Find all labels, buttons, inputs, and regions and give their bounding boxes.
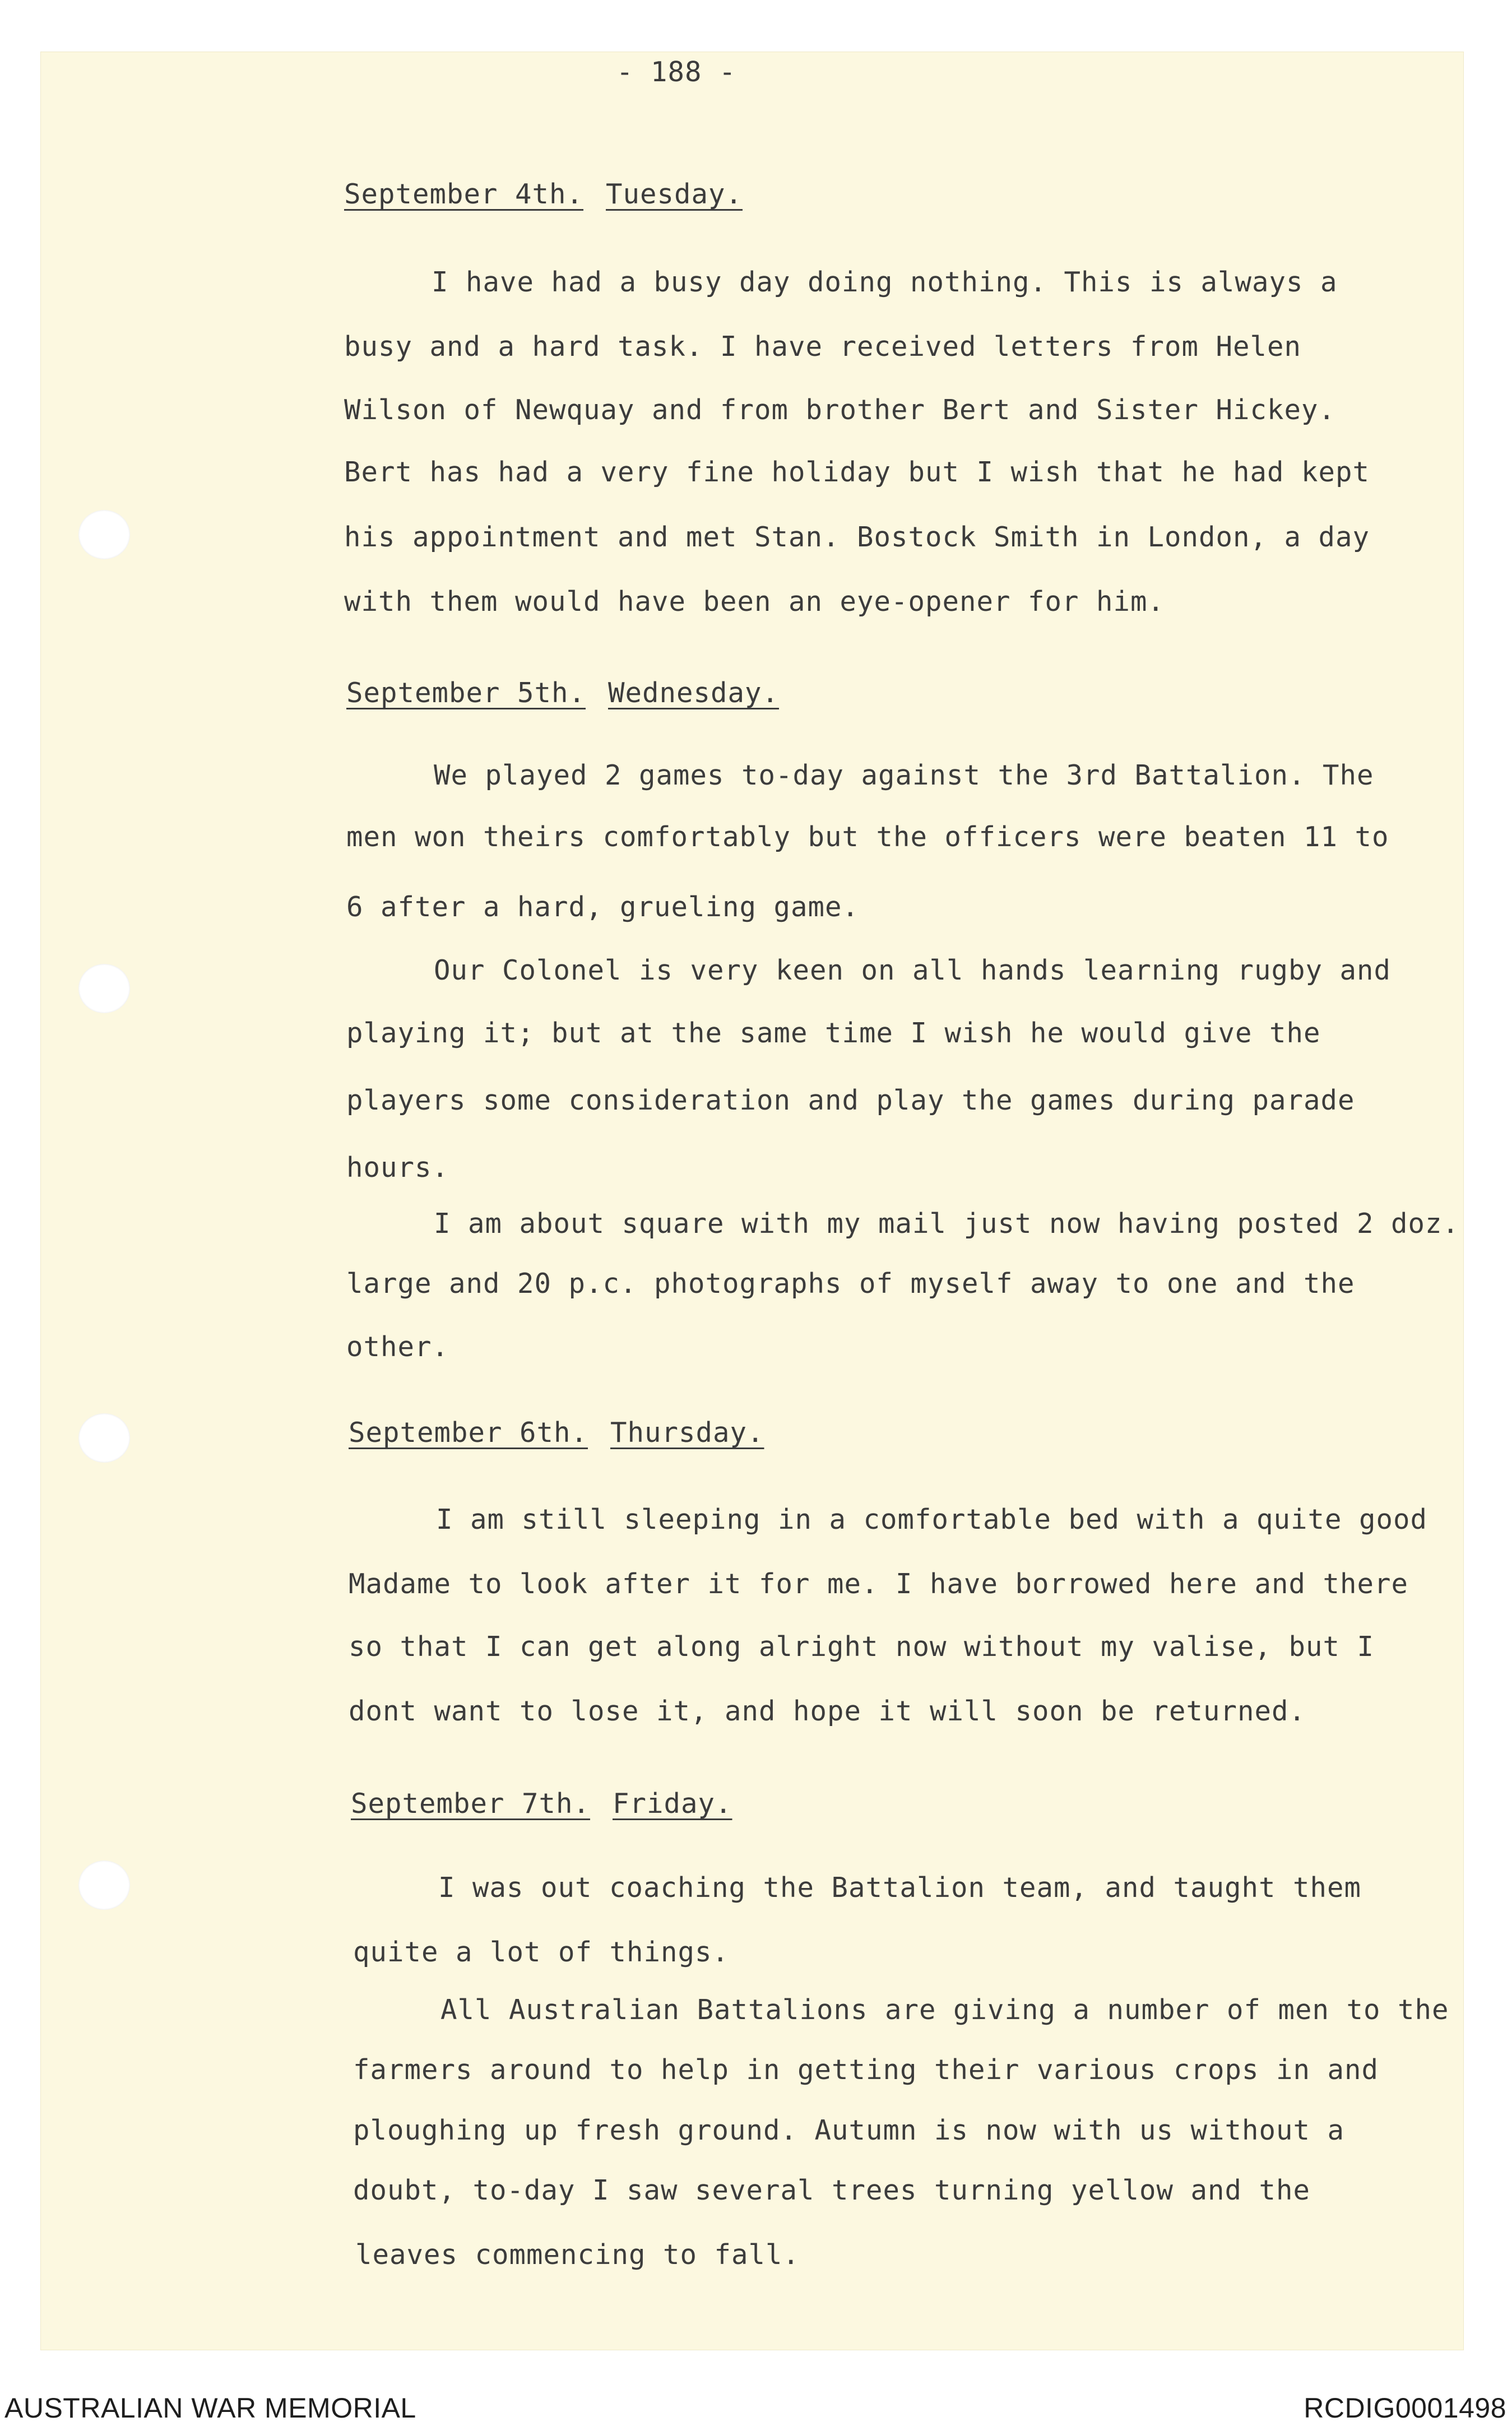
entry-weekday: Thursday.: [610, 1417, 764, 1449]
entry-date: September 5th.: [346, 677, 586, 709]
diary-line: doubt, to-day I saw several trees turning yellow and the: [353, 2174, 1311, 2206]
entry-date: September 7th.: [351, 1788, 591, 1820]
diary-line: other.: [346, 1331, 449, 1363]
diary-line: men won theirs comfortably but the officers were beaten 11 to: [346, 821, 1389, 853]
entry-date: September 6th.: [349, 1417, 588, 1449]
entry-heading: [351, 1788, 732, 1820]
diary-line: with them would have been an eye-opener for him.: [344, 586, 1165, 618]
page-number: - 188 -: [616, 56, 736, 88]
diary-line: ploughing up fresh ground. Autumn is now with us without a: [353, 2114, 1345, 2146]
diary-line: I have had a busy day doing nothing. This is always a: [432, 266, 1338, 298]
diary-line: All Australian Battalions are giving a number of men to the: [440, 1994, 1449, 2026]
diary-line: hours.: [346, 1152, 449, 1184]
punch-hole: [78, 1861, 130, 1910]
entry-weekday: Friday.: [613, 1788, 732, 1820]
diary-line: his appointment and met Stan. Bostock Smith in London, a day: [344, 521, 1370, 553]
diary-line: playing it; but at the same time I wish he would give the: [346, 1017, 1321, 1049]
diary-line: I am still sleeping in a comfortable bed with a quite good: [436, 1504, 1428, 1535]
punch-hole: [78, 964, 130, 1013]
punch-hole: [78, 510, 130, 559]
diary-line: leaves commencing to fall.: [355, 2239, 800, 2271]
archive-id: RCDIG0001498: [1304, 2392, 1506, 2424]
entry-weekday: Wednesday.: [608, 677, 780, 709]
diary-line: large and 20 p.c. photographs of myself away to one and the: [346, 1268, 1355, 1300]
diary-line: We played 2 games to-day against the 3rd Battalion. The: [434, 759, 1374, 791]
entry-heading: [346, 677, 779, 709]
entry-weekday: Tuesday.: [606, 178, 743, 210]
entry-date: September 4th.: [344, 178, 584, 210]
diary-line: busy and a hard task. I have received letters from Helen: [344, 331, 1302, 363]
diary-line: Bert has had a very fine holiday but I wish that he had kept: [344, 456, 1370, 488]
diary-line: I was out coaching the Battalion team, and taught them: [438, 1872, 1362, 1904]
punch-hole: [78, 1413, 130, 1463]
entry-heading: [344, 178, 743, 210]
diary-line: 6 after a hard, grueling game.: [346, 891, 860, 923]
diary-line: Wilson of Newquay and from brother Bert and Sister Hickey.: [344, 394, 1336, 426]
diary-line: farmers around to help in getting their various crops in and: [353, 2054, 1379, 2086]
diary-line: so that I can get along alright now without my valise, but I: [349, 1631, 1375, 1663]
diary-line: dont want to lose it, and hope it will soon be returned.: [349, 1695, 1306, 1727]
diary-line: Madame to look after it for me. I have borrowed here and there: [349, 1568, 1409, 1600]
entry-heading: [349, 1417, 764, 1449]
archive-credit: AUSTRALIAN WAR MEMORIAL: [4, 2392, 416, 2424]
diary-line: players some consideration and play the games during parade: [346, 1084, 1355, 1116]
diary-line: quite a lot of things.: [353, 1936, 730, 1968]
diary-line: Our Colonel is very keen on all hands learning rugby and: [434, 954, 1392, 986]
diary-line: I am about square with my mail just now having posted 2 doz.: [434, 1208, 1460, 1240]
